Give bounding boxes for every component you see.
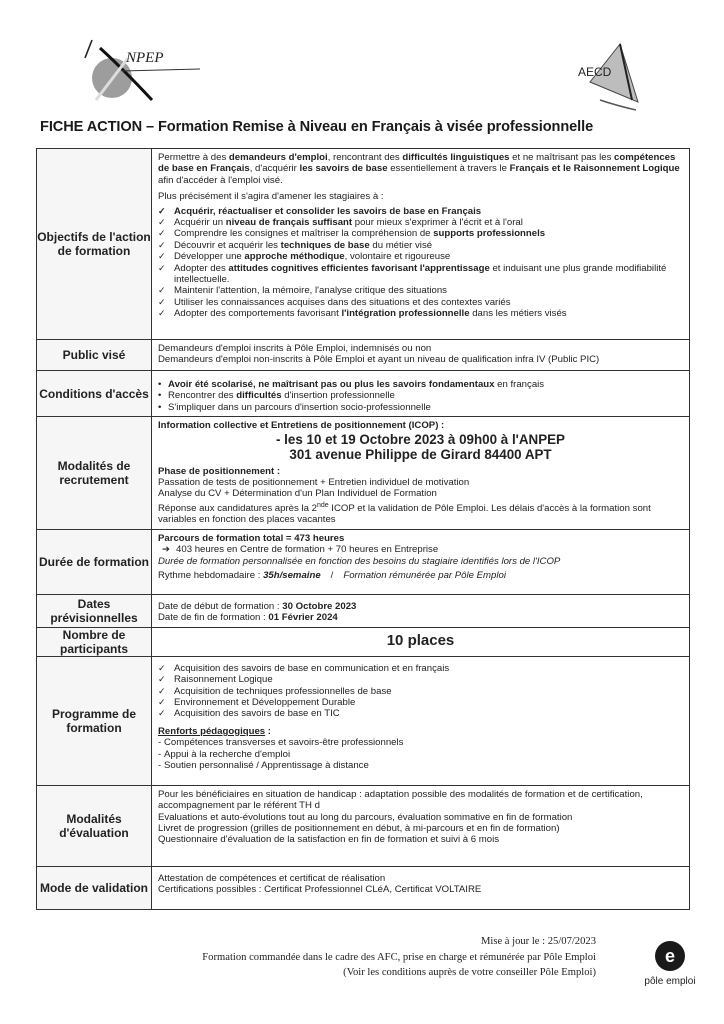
footer-notes xyxy=(202,934,596,981)
row-programme xyxy=(37,656,690,785)
list-item: - Soutien personnalisé / Apprentissage à distance xyxy=(158,760,683,771)
list-item: ✓ Développer une approche méthodique, volontaire et rigoureuse xyxy=(158,251,683,262)
duree-rythme: Rythme hebdomadaire : 35h/semaine / Formation rémunérée par Pôle Emploi xyxy=(158,570,506,582)
content-evaluation xyxy=(152,785,690,866)
list-item: - Compétences transverses et savoirs-être professionnels xyxy=(158,737,683,748)
list-item: ✓ Maintenir l'attention, la mémoire, l'analyse critique des situations xyxy=(158,285,683,296)
row-public xyxy=(37,340,690,371)
icop-title: Information collective et Entretiens de positionnement (ICOP) : xyxy=(158,420,445,432)
footer-line: (Voir les conditions auprès de votre conseiller Pôle Emploi) xyxy=(343,967,596,978)
label-objectifs: Objectifs de l'action de formation xyxy=(37,149,152,340)
phase-line: Analyse du CV + Détermination d'un Plan Individuel de Formation xyxy=(158,488,437,500)
list-item: ✓ Acquisition de techniques professionnelles de base xyxy=(158,686,683,697)
label-conditions: Conditions d'accès xyxy=(37,371,152,417)
duree-detail: ➔ 403 heures en Centre de formation + 70 heures en Entreprise xyxy=(162,544,439,556)
content-validation xyxy=(152,866,690,909)
content-participants xyxy=(152,627,690,656)
row-objectifs xyxy=(37,149,690,340)
validation-line: Certifications possibles : Certificat Professionnel CLéA, Certificat VOLTAIRE xyxy=(158,884,482,896)
pole-emploi-label: pôle emploi xyxy=(644,976,696,987)
content-objectifs xyxy=(152,149,690,340)
label-participants: Nombre de participants xyxy=(37,627,152,656)
label-evaluation: Modalités d'évaluation xyxy=(37,785,152,866)
content-programme xyxy=(152,656,690,785)
icop-date: - les 10 et 19 Octobre 2023 à 09h00 à l'ANPEP xyxy=(275,431,565,447)
date-end: Date de fin de formation : 01 Février 2024 xyxy=(158,612,338,624)
renforts-list xyxy=(158,737,683,771)
list-item: ✓ Utiliser les connaissances acquises dans des situations et des contextes variés xyxy=(158,297,683,308)
content-recrutement xyxy=(152,417,690,530)
svg-text:NPEP: NPEP xyxy=(126,50,164,66)
objectifs-list xyxy=(158,206,683,320)
aecd-logo xyxy=(560,40,640,120)
phase-line: Passation de tests de positionnement + Entretien individuel de motivation xyxy=(158,477,470,489)
list-item: • Avoir été scolarisé, ne maîtrisant pas ou plus les savoirs fondamentaux en français xyxy=(158,379,683,390)
label-dates: Dates prévisionnelles xyxy=(37,594,152,627)
list-item: • S'impliquer dans un parcours d'insertion socio-professionnelle xyxy=(158,402,683,413)
footer-line: Formation commandée dans le cadre des AFC, prise en charge et rémunérée par Pôle Emploi xyxy=(202,951,596,963)
evaluation-line: Evaluations et auto-évolutions tout au long du parcours, évaluation sommative en fin de formation xyxy=(158,811,573,823)
list-item: ✓ Acquisition des savoirs de base en TIC xyxy=(158,708,683,719)
list-item: ✓ Acquisition des savoirs de base en communication et en français xyxy=(158,663,683,674)
content-dates xyxy=(152,594,690,627)
anpep-logo xyxy=(82,38,212,108)
content-duree xyxy=(152,529,690,594)
evaluation-line: Pour les bénéficiaires en situation de handicap : adaptation possible des modalités de formation et de certification, accompagnement par le référent TH d xyxy=(158,788,643,812)
svg-text:e: e xyxy=(664,946,676,966)
row-dates xyxy=(37,594,690,627)
list-item: ✓ Adopter des comportements favorisant l'intégration professionnelle dans les métiers visés xyxy=(158,308,683,319)
date-start: Date de début de formation : 30 Octobre 2023 xyxy=(158,600,357,612)
evaluation-line: Questionnaire d'évaluation de la satisfaction en fin de formation et suivi à 6 mois xyxy=(158,834,500,846)
row-duree xyxy=(37,529,690,594)
programme-list xyxy=(158,663,683,720)
list-item: - Appui à la recherche d'emploi xyxy=(158,749,683,760)
duree-perso: Durée de formation personnalisée en fonction des besoins du stagiaire identifiés lors de l'ICOP xyxy=(158,555,561,567)
list-item: ✓ Comprendre les consignes et maîtriser la compréhension de supports professionnels xyxy=(158,228,683,239)
svg-text:AECD: AECD xyxy=(578,65,612,79)
validation-line: Attestation de compétences et certificat de réalisation xyxy=(158,872,386,884)
footer-update: Mise à jour le : 25/07/2023 xyxy=(480,936,596,947)
phase-line: Réponse aux candidatures après la 2nde ICOP et la validation de Pôle Emploi. Les délais d'accès à la formation sont variables en fonction des places vacantes xyxy=(158,501,651,526)
label-public: Public visé xyxy=(37,340,152,371)
participants-value: 10 places xyxy=(386,631,455,649)
label-duree: Durée de formation xyxy=(37,529,152,594)
row-participants xyxy=(37,627,690,656)
page-title: FICHE ACTION – Formation Remise à Niveau en Français à visée professionnelle xyxy=(40,119,594,135)
fiche-action-table xyxy=(36,148,690,910)
list-item: ✓ Adopter des attitudes cognitives efficientes favorisant l'apprentissage et induisant une plus grande modifiabilité intellectuelle. xyxy=(158,263,683,286)
conditions-list xyxy=(158,379,683,413)
row-evaluation xyxy=(37,785,690,866)
list-item: ✓ Acquérir, réactualiser et consolider les savoirs de base en Français xyxy=(158,206,683,217)
content-conditions xyxy=(152,371,690,417)
row-validation xyxy=(37,866,690,909)
objectifs-intro: Permettre à des demandeurs d'emploi, rencontrant des difficultés linguistiques et ne maîtrisant pas les compétences de base en Français, d'acquérir les savoirs de base essentiellement à travers le Français et le Raisonnement Logique afin d'accéder à l'emploi visé. xyxy=(158,152,680,186)
list-item: ✓ Raisonnement Logique xyxy=(158,674,683,685)
list-item: ✓ Environnement et Développement Durable xyxy=(158,697,683,708)
list-item: ✓ Acquérir un niveau de français suffisant pour mieux s'exprimer à l'écrit et à l'oral xyxy=(158,217,683,228)
list-item: • Rencontrer des difficultés d'insertion professionnelle xyxy=(158,390,683,401)
label-programme: Programme de formation xyxy=(37,656,152,785)
icop-address: 301 avenue Philippe de Girard 84400 APT xyxy=(289,446,552,462)
content-public xyxy=(152,340,690,371)
row-recrutement xyxy=(37,417,690,530)
public-line: Demandeurs d'emploi non-inscrits à Pôle Emploi et ayant un niveau de qualification infra IV (Public PIC) xyxy=(158,354,600,366)
pole-emploi-logo xyxy=(640,938,700,994)
renforts-title: Renforts pédagogiques : xyxy=(158,725,272,737)
pole-emploi-icon xyxy=(640,938,700,976)
objectifs-intro-2: Plus précisément il s'agira d'amener les stagiaires à : xyxy=(158,191,384,203)
label-recrutement: Modalités de recrutement xyxy=(37,417,152,530)
list-item: ✓ Découvrir et acquérir les techniques de base du métier visé xyxy=(158,240,683,251)
public-line: Demandeurs d'emploi inscrits à Pôle Emploi, indemnisés ou non xyxy=(158,343,432,354)
label-validation: Mode de validation xyxy=(37,866,152,909)
phase-title: Phase de positionnement : xyxy=(158,465,281,477)
duree-total: Parcours de formation total = 473 heures xyxy=(158,532,345,544)
row-conditions xyxy=(37,371,690,417)
evaluation-line: Livret de progression (grilles de positionnement en début, à mi-parcours et en fin de formation) xyxy=(158,823,560,835)
